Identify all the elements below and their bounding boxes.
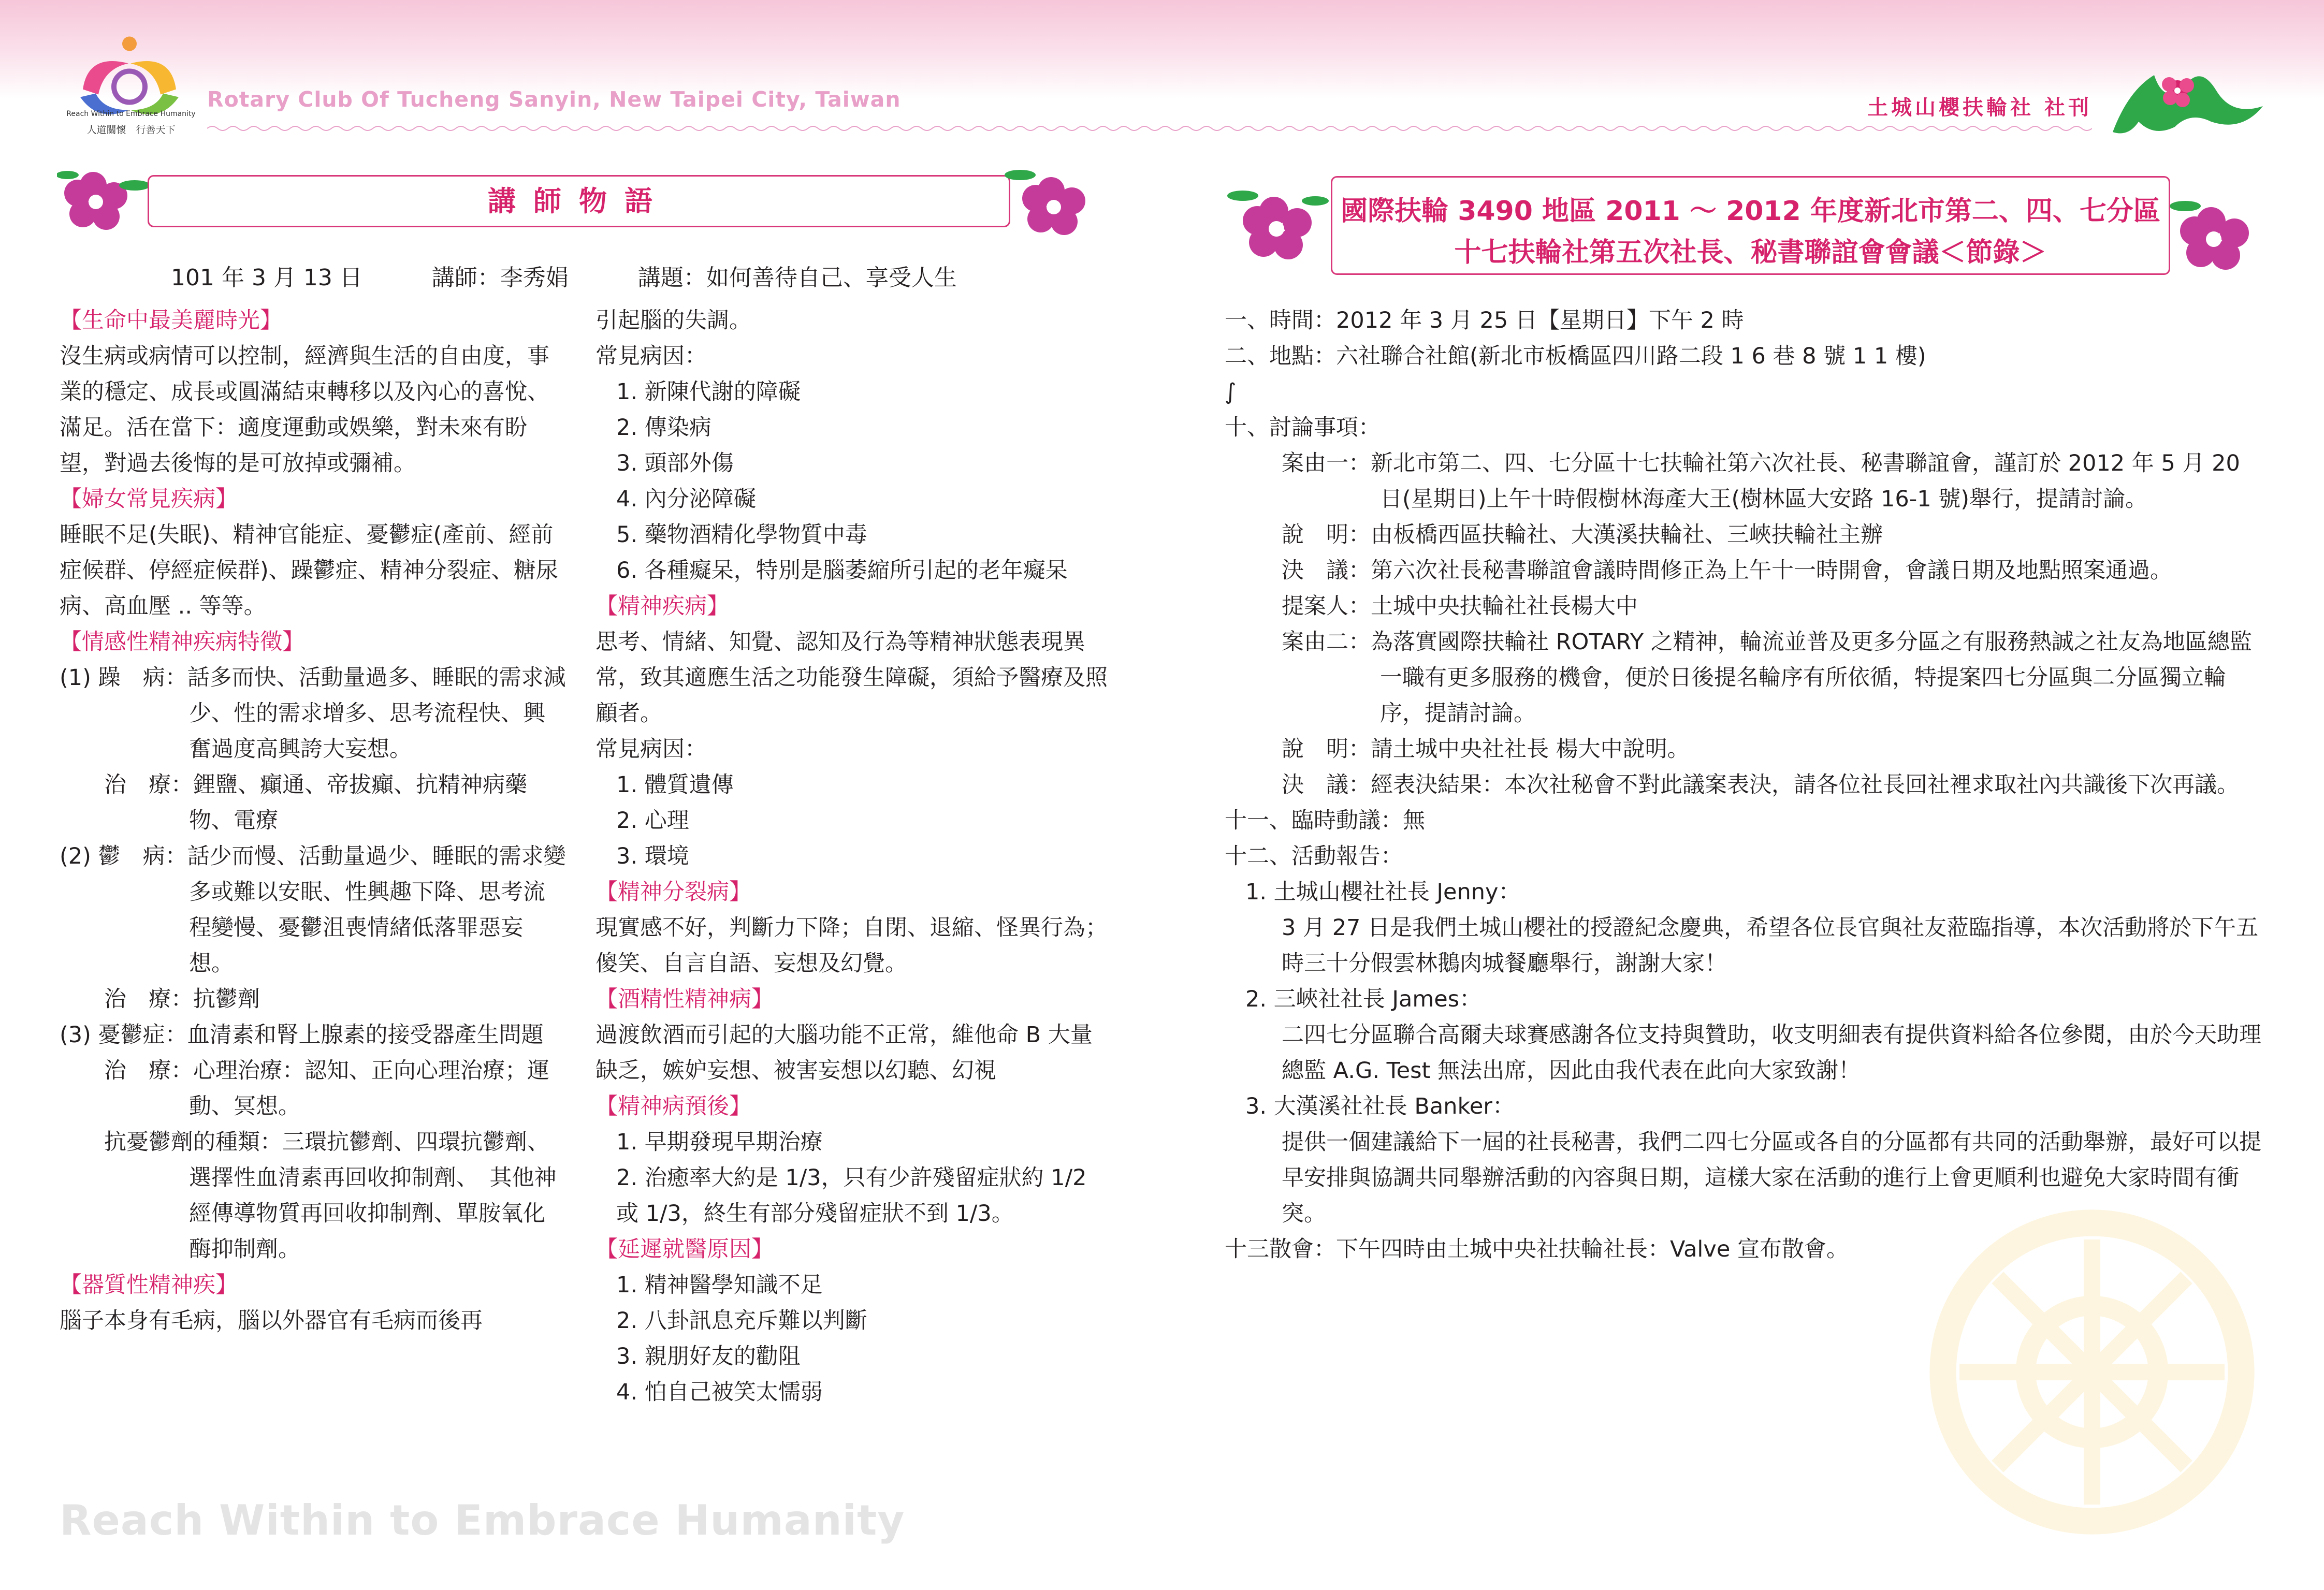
logo-caption-en: Reach Within to Embrace Humanity xyxy=(66,110,196,118)
symptom-item: (3) 憂鬱症：血清素和腎上腺素的接受器產生問題 xyxy=(60,1022,544,1048)
report-text: 提供一個建議給下一屆的社長秘書，我們二四七分區或各自的分區都有共同的活動舉辦，最好可以提早安排與協調共同舉辦活動的內容與日期，這樣大家在活動的進行上會更順利也避免大家時間有衝突。 xyxy=(1282,1129,2261,1227)
flower-decoration-icon xyxy=(1227,185,1336,273)
paragraph: 腦子本身有毛病，腦以外器官有毛病而後再 xyxy=(60,1308,483,1334)
list-item: 2. 八卦訊息充斥難以判斷 xyxy=(616,1308,867,1334)
paragraph: 十一、臨時動議：無 xyxy=(1225,808,1425,834)
symptom-item: 治 療：鋰鹽、癲通、帝拔癲、抗精神病藥物、電療 xyxy=(60,772,527,834)
paragraph: 常見病因： xyxy=(595,736,707,762)
left-section-banner xyxy=(57,165,1098,242)
lecture-date: 101 年 3 月 13 日 xyxy=(171,265,362,291)
list-item: 4. 怕自己被笑太懦弱 xyxy=(616,1379,823,1405)
paragraph: 二、地點：六社聯合社館(新北市板橋區四川路二段 1 6 巷 8 號 1 1 樓) xyxy=(1225,343,1926,369)
list-item: 5. 藥物酒精化學物質中毒 xyxy=(616,522,867,548)
symptom-item: 抗憂鬱劑的種類：三環抗鬱劑、四環抗鬱劑、選擇性血清素再回收抑制劑、 其他神經傳導物質再回收抑制劑、單胺氧化酶抑制劑。 xyxy=(60,1129,557,1262)
header-divider xyxy=(207,123,2092,134)
right-column xyxy=(1225,303,2265,1267)
agenda-subitem: 案由二：為落實國際扶輪社 ROTARY 之精神，輪流並普及更多分區之有服務熱誠之社友為地區總監一職有更多服務的機會，便於日後提名輪序有所依循，特提案四七分區與二分區獨立輪序，提請討論。 xyxy=(1282,629,2252,726)
list-item: 3. 親朋好友的勸阻 xyxy=(616,1344,801,1369)
right-banner-title-line2: 十七扶輪社第五次社長、秘書聯誼會會議＜節錄＞ xyxy=(1454,237,2047,268)
right-banner-title-line1: 國際扶輪 3490 地區 2011 ～ 2012 年度新北市第二、四、七分區 xyxy=(1341,196,2160,227)
paragraph: 沒生病或病情可以控制，經濟與生活的自由度，事業的穩定、成長或圓滿結束轉移以及內心的喜悅、滿足。活在當下：適度運動或娛樂，對未來有盼望，對過去後悔的是可放掉或彌補。 xyxy=(60,343,549,476)
agenda-subitem: 說 明：由板橋西區扶輪社、大漢溪扶輪社、三峽扶輪社主辦 xyxy=(1282,522,1883,548)
symptom-item: 治 療：心理治療：認知、正向心理治療；運動、冥想。 xyxy=(60,1058,549,1119)
report-item: 3. 大漢溪社社長 Banker： xyxy=(1245,1093,1515,1119)
paragraph: 過渡飲酒而引起的大腦功能不正常，維他命 B 大量缺乏，嫉妒妄想、被害妄想以幻聽、幻視 xyxy=(595,1022,1093,1084)
paragraph: 十二、活動報告： xyxy=(1225,843,1403,869)
paragraph: 一、時間：2012 年 3 月 25 日【星期日】下午 2 時 xyxy=(1225,308,1744,333)
section-heading: 【延遲就醫原因】 xyxy=(595,1236,774,1262)
list-item: 2. 心理 xyxy=(616,808,689,834)
agenda-subitem: 提案人：土城中央扶輪社社長楊大中 xyxy=(1282,593,1638,619)
lecture-info xyxy=(171,259,1019,292)
list-item: 1. 新陳代謝的障礙 xyxy=(616,379,801,405)
club-logo xyxy=(67,18,192,140)
paragraph: 思考、情緒、知覺、認知及行為等精神狀態表現異常，致其適應生活之功能發生障礙，須給予醫療及照顧者。 xyxy=(595,629,1108,726)
flower-decoration-icon xyxy=(57,165,155,237)
footer-watermark: Reach Within to Embrace Humanity xyxy=(60,1496,905,1544)
symptom-item: 治 療：抗鬱劑 xyxy=(60,986,260,1012)
list-item: 1. 體質遺傳 xyxy=(616,772,734,798)
section-heading: 【精神病預後】 xyxy=(595,1093,751,1119)
paragraph: 睡眠不足(失眠)、精神官能症、憂鬱症(產前、經前症候群、停經症候群)、躁鬱症、精神分裂症、糖尿病、高血壓 .. 等等。 xyxy=(60,522,558,619)
lecture-topic: 講題：如何善待自己、享受人生 xyxy=(637,265,957,291)
list-item: 2. 傳染病 xyxy=(616,415,711,441)
section-heading: 【婦女常見疾病】 xyxy=(60,486,238,512)
paragraph: 十三散會：下午四時由土城中央社扶輪社長：Valve 宣布散會。 xyxy=(1225,1236,1849,1262)
left-column-2 xyxy=(595,303,1108,1410)
left-column-1 xyxy=(60,303,567,1339)
lecture-speaker: 講師：李秀娟 xyxy=(431,265,569,291)
left-banner-box xyxy=(148,175,1010,227)
paragraph: 十、討論事項： xyxy=(1225,415,1381,441)
agenda-subitem: 說 明：請土城中央社社長 楊大中說明。 xyxy=(1282,736,1690,762)
list-item: 1. 早期發現早期治療 xyxy=(616,1129,823,1155)
list-item: 1. 精神醫學知識不足 xyxy=(616,1272,823,1298)
list-item: 2. 治癒率大約是 1/3，只有少許殘留症狀約 1/2 或 1/3，終生有部分殘留症狀不到 1/3。 xyxy=(616,1165,1087,1227)
agenda-subitem: 案由一：新北市第二、四、七分區十七扶輪社第六次社長、秘書聯誼會，謹訂於 2012 年 5 月 20 日(星期日)上午十時假樹林海產大王(樹林區大安路 16-1 號)舉行，提請討論。 xyxy=(1282,450,2240,512)
paragraph: 現實感不好，判斷力下降；自閉、退縮、怪異行為；傻笑、自言自語、妄想及幻覺。 xyxy=(595,915,1108,976)
section-heading: 【酒精性精神病】 xyxy=(595,986,774,1012)
section-heading: 【器質性精神疾】 xyxy=(60,1272,238,1298)
section-heading: 【生命中最美麗時光】 xyxy=(60,308,282,333)
paragraph: ∫ xyxy=(1225,379,1237,405)
report-text: 二四七分區聯合高爾夫球賽感謝各位支持與贊助，收支明細表有提供資料給各位參閱，由於今天助理總監 A.G. Test 無法出席，因此由我代表在此向大家致謝！ xyxy=(1282,1022,2261,1084)
report-text: 3 月 27 日是我們土城山櫻社的授證紀念慶典，希望各位長官與社友蒞臨指導，本次活動將於下午五時三十分假雲林鵝肉城餐廳舉行，謝謝大家！ xyxy=(1282,915,2259,976)
flower-decoration-icon xyxy=(1005,165,1098,242)
logo-caption-zh: 人道關懷 行善天下 xyxy=(86,124,176,136)
section-heading: 【精神疾病】 xyxy=(595,593,729,619)
report-item: 1. 土城山櫻社社長 Jenny： xyxy=(1245,879,1521,905)
symptom-item: (1) 躁 病：話多而快、活動量過多、睡眠的需求減少、性的需求增多、思考流程快、興奮過度高興誇大妄想。 xyxy=(60,665,566,762)
header-band xyxy=(0,0,2324,98)
list-item: 3. 環境 xyxy=(616,843,689,869)
bulletin-title: 土城山櫻扶輪社 社刊 xyxy=(1867,95,2092,120)
right-banner-box xyxy=(1331,176,2170,275)
section-heading: 【情感性精神疾病特徵】 xyxy=(60,629,304,655)
agenda-subitem: 決 議：經表決結果：本次社秘會不對此議案表決，請各位社長回社裡求取社內共識後下次再議。 xyxy=(1282,772,2239,798)
paragraph: 常見病因： xyxy=(595,343,707,369)
section-heading: 【精神分裂病】 xyxy=(595,879,751,905)
flower-decoration-icon xyxy=(2165,196,2263,284)
rotary-wheel-icon xyxy=(1926,1206,2258,1538)
left-banner-title: 講師物語 xyxy=(488,185,670,217)
symptom-item: (2) 鬱 病：話少而慢、活動量過少、睡眠的需求變多或難以安眠、性興趣下降、思考流程變慢、憂鬱沮喪情緒低落罪惡妄想。 xyxy=(60,843,566,976)
right-section-banner xyxy=(1227,165,2263,284)
list-item: 4. 內分泌障礙 xyxy=(616,486,756,512)
agenda-subitem: 決 議：第六次社長秘書聯誼會議時間修正為上午十一時開會，會議日期及地點照案通過。 xyxy=(1282,558,2172,584)
list-item: 6. 各種癡呆，特別是腦萎縮所引起的老年癡呆 xyxy=(616,558,1068,584)
report-item: 2. 三峽社社長 James： xyxy=(1245,986,1482,1012)
club-name: Rotary Club Of Tucheng Sanyin, New Taipei City, Taiwan xyxy=(207,87,901,112)
list-item: 3. 頭部外傷 xyxy=(616,450,734,476)
paragraph: 引起腦的失調。 xyxy=(595,308,751,333)
sakura-mountain-logo xyxy=(2108,60,2268,137)
